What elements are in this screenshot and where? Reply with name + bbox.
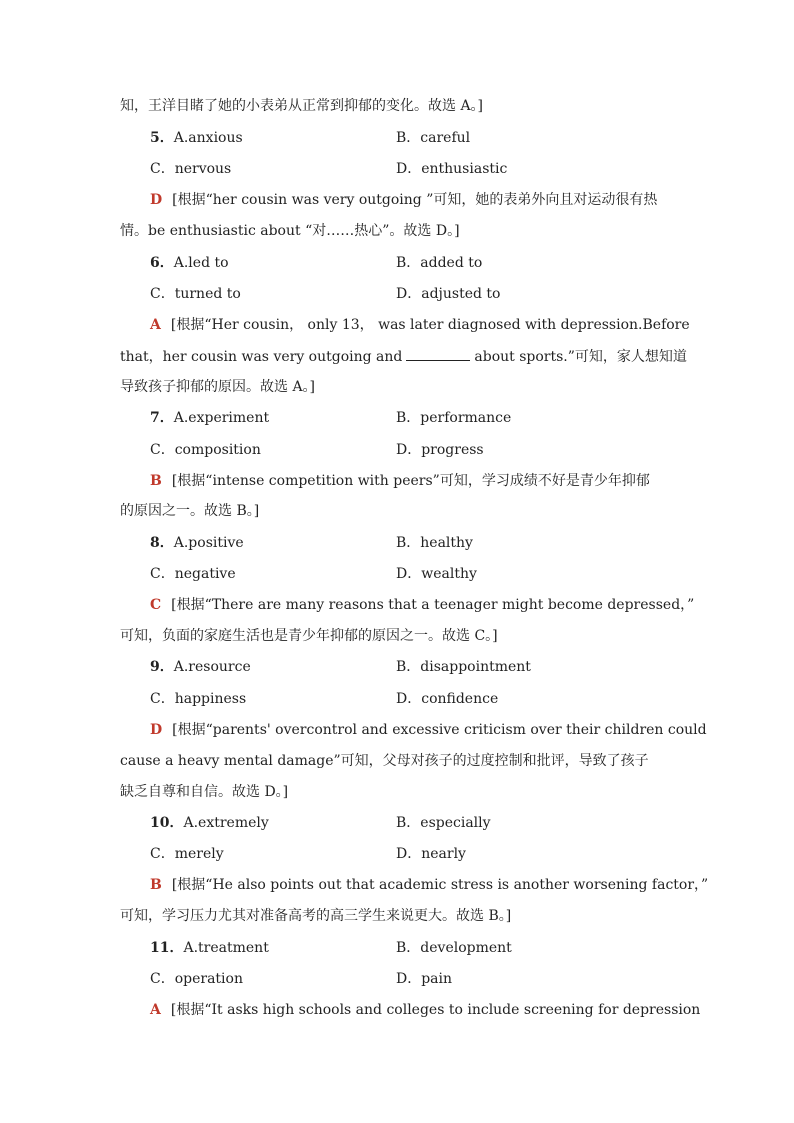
answer-line [150,315,690,335]
answer-line [150,471,680,491]
text-line: cause a heavy mental damage”可知，父母对孩子的过度控制和批评，导致了孩子 [120,753,649,769]
option-a: A.resource [173,659,251,675]
explanation-text: [根据“intense competition with peers”可知，学习成绩不好是青少年抑郁 [171,473,650,489]
question-number: 8． [150,535,174,551]
question-8 [150,533,244,553]
question-number: 5． [150,130,174,146]
text-line: 缺乏自尊和自信。故选 D。] [120,784,289,800]
option-d: D．wealthy [396,566,477,582]
option-a: A.treatment [183,940,269,956]
text-line: 的原因之一。故选 B。] [120,503,260,519]
question-number: 10． [150,815,184,831]
option-a: A.experiment [173,410,270,426]
option-c: C．operation [150,971,243,987]
explanation-text: [根据“her cousin was very outgoing ”可知，她的表弟外向且对运动很有热 [172,192,658,208]
text-line: 情。be enthusiastic about “对……热心”。故选 D。] [120,223,460,239]
text-line: 可知，学习压力尤其对准备高考的高三学生来说更大。故选 B。] [120,908,512,924]
option-b: B．careful [396,130,471,146]
option-c: C．nervous [150,161,232,177]
question-number: 6． [150,255,174,271]
answer-line [150,875,709,895]
text-segment: that，her cousin was very outgoing and [120,349,403,365]
option-b: B．development [396,940,512,956]
text-segment: about sports.”可知，家人想知道 [474,349,687,365]
option-b: B．especially [396,815,491,831]
option-a: A.positive [173,535,244,551]
question-5 [150,128,243,148]
text-line: 导致孩子抑郁的原因。故选 A。] [120,379,316,395]
option-b: B．disappointment [396,659,531,675]
option-a: A.extremely [183,815,269,831]
answer-letter: D [150,192,163,208]
explanation-text: [根据“There are many reasons that a teenager might become depressed，” [171,597,695,613]
question-9 [150,657,251,677]
text-line: 可知，负面的家庭生活也是青少年抑郁的原因之一。故选 C。] [120,628,498,644]
answer-letter: D [150,722,163,738]
text-line [120,346,687,367]
option-c: C．merely [150,846,224,862]
question-6 [150,253,229,273]
text-line: 知，王洋目睹了她的小表弟从正常到抑郁的变化。故选 A。] [120,98,484,114]
answer-line [150,595,695,615]
option-d: D．adjusted to [396,286,501,302]
question-10 [150,813,269,833]
option-c: C．happiness [150,691,247,707]
option-d: D．enthusiastic [396,161,508,177]
answer-letter: B [150,473,162,489]
option-a: A.anxious [173,130,243,146]
option-d: D．confidence [396,691,499,707]
answer-letter: A [150,1002,161,1018]
option-b: B．healthy [396,535,473,551]
answer-letter: B [150,877,162,893]
option-b: B．performance [396,410,512,426]
explanation-text: [根据“parents' overcontrol and excessive criticism over their children could [172,722,707,738]
option-c: C．turned to [150,286,241,302]
answer-letter: C [150,597,162,613]
option-d: D．pain [396,971,453,987]
explanation-text: [根据“It asks high schools and colleges to include screening for depression [170,1002,701,1018]
option-d: D．progress [396,442,484,458]
explanation-text: [根据“He also points out that academic stress is another worsening factor，” [171,877,709,893]
option-d: D．nearly [396,846,466,862]
question-number: 9． [150,659,174,675]
answer-line [150,1000,701,1020]
explanation-text: [根据“Her cousin， only 13， was later diagnosed with depression.Before [170,317,690,333]
option-c: C．composition [150,442,261,458]
question-11 [150,938,269,958]
answer-letter: A [150,317,161,333]
option-a: A.led to [173,255,229,271]
option-c: C．negative [150,566,236,582]
answer-blank [406,346,470,361]
question-number: 11． [150,940,184,956]
question-7 [150,408,269,428]
option-b: B．added to [396,255,483,271]
answer-line [150,190,680,210]
question-number: 7． [150,410,174,426]
answer-line [150,720,707,740]
